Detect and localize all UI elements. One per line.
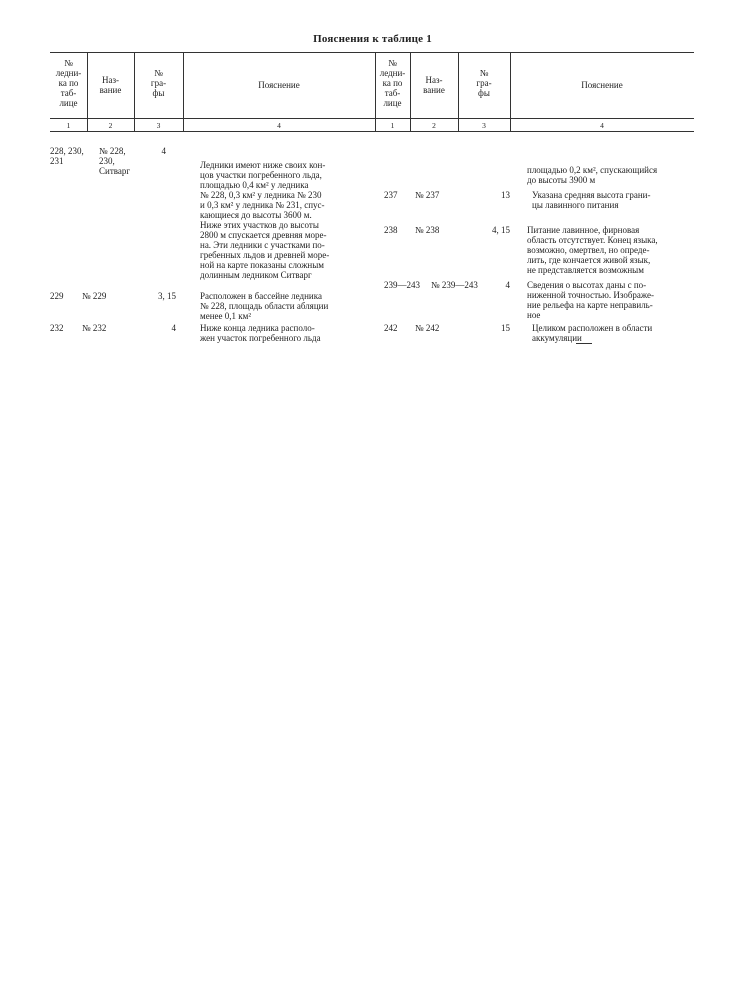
graph-number: 4 <box>161 146 166 156</box>
header-divider <box>183 52 184 131</box>
header-glacier-number: № ледни- ка по таб- лице <box>379 58 406 108</box>
column-number: 2 <box>432 121 436 130</box>
header-glacier-number: № ледни- ка по таб- лице <box>55 58 82 108</box>
explanation-text: Сведения о высотах даны с по- ниженной точностью. Изображе- ние рельефа на карте неправиль- ное <box>527 280 654 320</box>
header-bottom-rule <box>50 118 694 119</box>
graph-number: 4, 15 <box>492 225 510 235</box>
explanation-continuation: площадью 0,2 км², спускающийся до высоты 3900 м <box>527 165 658 185</box>
column-number: 4 <box>277 121 281 130</box>
glacier-name: № 238 <box>415 225 440 235</box>
explanation-text: Ниже конца ледника располо- жен участок погребенного льда <box>200 323 321 343</box>
page-title: Пояснения к таблице 1 <box>313 33 432 45</box>
column-number: 3 <box>156 121 161 130</box>
column-number: 2 <box>108 121 113 130</box>
glacier-number: 232 <box>50 323 64 333</box>
header-name: Наз- вание <box>423 75 445 95</box>
explanation-text: Расположен в бассейне ледника № 228, площадь области абляции менее 0,1 км² <box>200 291 329 321</box>
column-number: 4 <box>600 121 604 130</box>
column-numbers-rule <box>50 131 694 132</box>
column-number: 1 <box>390 121 395 130</box>
explanation-text: Питание лавинное, фирновая область отсутствует. Конец языка, возможно, омертвел, но опреде- лить, где кончается живой язык, не представляется возможным <box>527 225 658 275</box>
glacier-name: № 242 <box>415 323 440 333</box>
graph-number: 3, 15 <box>158 291 176 301</box>
glacier-number: 228, 230, 231 <box>50 146 84 166</box>
header-graph-number: № гра- фы <box>150 68 167 98</box>
glacier-name: № 229 <box>82 291 107 301</box>
glacier-number: 237 <box>384 190 398 200</box>
header-graph-number: № гра- фы <box>476 68 492 98</box>
column-number: 1 <box>66 121 71 130</box>
glacier-number: 239—243 <box>384 280 420 290</box>
explanation-text: Целиком расположен в области аккумуляции <box>532 323 653 343</box>
graph-number: 15 <box>501 323 510 333</box>
graph-number: 4 <box>171 323 176 333</box>
end-underline <box>576 343 592 344</box>
glacier-name: № 237 <box>415 190 440 200</box>
header-name: Наз- вание <box>99 75 122 95</box>
glacier-name: № 228, 230, Ситварг <box>99 146 131 176</box>
header-explanation: Пояснение <box>581 80 623 90</box>
graph-number: 13 <box>501 190 510 200</box>
glacier-number: 229 <box>50 291 64 301</box>
header-explanation: Пояснение <box>258 80 300 90</box>
explanation-text: Ледники имеют ниже своих кон- цов участки погребенного льда, площадью 0,4 км² у ледника № 228, 0,3 км² у ледника № 230 и 0,3 км² у ледника № 231, спус- кающиеся до высоты 3600 м. Ниже этих участков до высоты 2800 м спускается древняя море- на. Эти ледники с участками по- гребенных льдов и древней море- ной на карте показаны сложным долинным ледником Ситварг <box>200 160 330 280</box>
column-number: 3 <box>482 121 486 130</box>
glacier-number: 242 <box>384 323 398 333</box>
header-divider <box>510 52 511 131</box>
glacier-name: № 239—243 <box>431 280 478 290</box>
glacier-name: № 232 <box>82 323 107 333</box>
explanation-text: Указана средняя высота грани- цы лавинного питания <box>532 190 651 210</box>
glacier-number: 238 <box>384 225 398 235</box>
table-top-rule <box>50 52 694 53</box>
graph-number: 4 <box>505 280 510 290</box>
